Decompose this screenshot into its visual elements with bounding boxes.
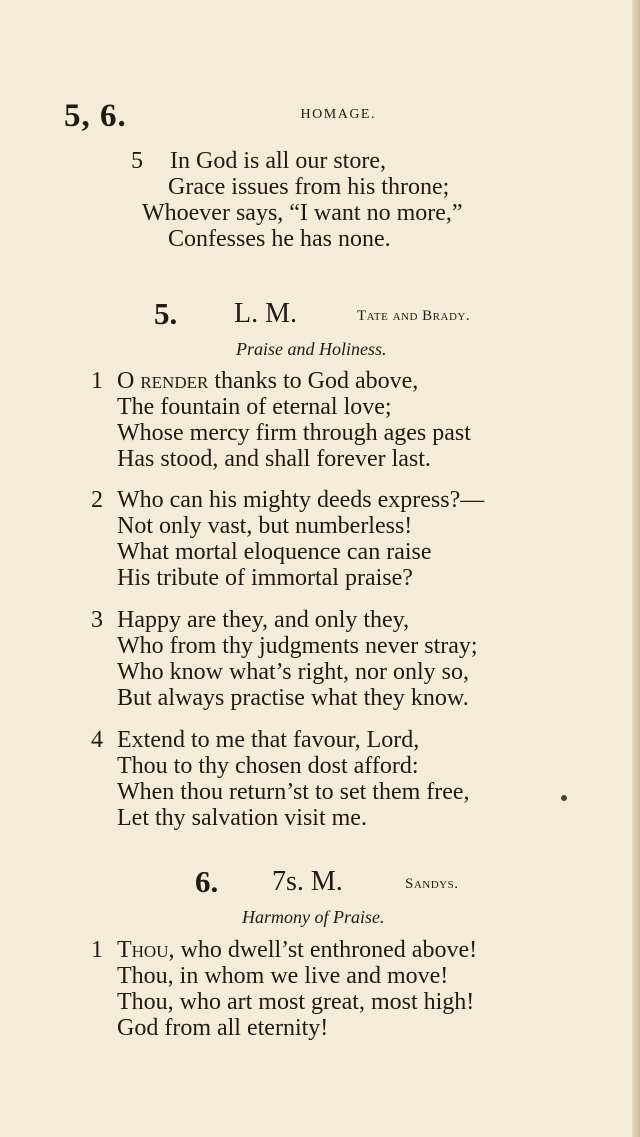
verse-line <box>117 368 418 394</box>
hymn-subtitle: Harmony of Praise. <box>242 907 385 927</box>
verse-line-rest: , who dwell’st enthroned above! <box>168 937 478 963</box>
running-title: HOMAGE. <box>300 107 376 122</box>
verse-line: Grace issues from his throne; <box>168 174 450 200</box>
verse-line: Let thy salvation visit me. <box>117 805 367 831</box>
page-numbers: 5, 6. <box>64 98 127 134</box>
verse-line: Not only vast, but numberless! <box>117 513 413 539</box>
verse-line: Who from thy judgments never stray; <box>117 633 478 659</box>
stanza-number: 2 <box>91 487 103 513</box>
verse-line-rest: thanks to God above, <box>208 368 419 394</box>
stanza-number: 3 <box>91 607 103 633</box>
verse-line <box>117 937 477 963</box>
verse-line: Confesses he has none. <box>168 226 391 252</box>
verse-line: God from all eternity! <box>117 1015 329 1041</box>
verse-line: Who can his mighty deeds express?— <box>117 487 485 513</box>
ink-speck <box>561 795 567 801</box>
verse-line: Thou, in whom we live and move! <box>117 963 449 989</box>
stanza-number: 5 <box>131 148 143 174</box>
hymn-meter: L. M. <box>234 298 297 329</box>
verse-line: When thou return’st to set them free, <box>117 779 470 805</box>
hymn-author: Sandys. <box>405 876 459 892</box>
verse-line: But always practise what they know. <box>117 685 469 711</box>
hymn-number: 5. <box>154 296 178 331</box>
page-edge <box>632 0 640 1137</box>
verse-line: Thou to thy chosen dost afford: <box>117 753 419 779</box>
verse-line: Whose mercy firm through ages past <box>117 420 471 446</box>
hymn-author: Tate and Brady. <box>357 308 471 324</box>
running-head <box>64 98 376 132</box>
verse-first-word: Thou <box>117 937 169 963</box>
verse-line: Happy are they, and only they, <box>117 607 410 633</box>
verse-first-word: O render <box>117 368 209 394</box>
verse-line: Whoever says, “I want no more,” <box>142 200 463 226</box>
verse-line: Extend to me that favour, Lord, <box>117 727 420 753</box>
hymn-subtitle: Praise and Holiness. <box>236 339 387 359</box>
verse-line: The fountain of eternal love; <box>117 394 392 420</box>
hymn-number: 6. <box>195 864 219 899</box>
verse-line: In God is all our store, <box>170 148 386 174</box>
verse-line: Has stood, and shall forever last. <box>117 446 431 472</box>
hymn-meter: 7s. M. <box>272 866 343 897</box>
stanza-number: 4 <box>91 727 103 753</box>
verse-line: Who know what’s right, nor only so, <box>117 659 469 685</box>
stanza-number: 1 <box>91 368 103 394</box>
verse-line: What mortal eloquence can raise <box>117 539 432 565</box>
stanza-number: 1 <box>91 937 103 963</box>
hymn-6-heading <box>0 864 640 898</box>
verse-line: Thou, who art most great, most high! <box>117 989 475 1015</box>
hymn-5-heading <box>0 296 640 330</box>
verse-line: His tribute of immortal praise? <box>117 565 413 591</box>
